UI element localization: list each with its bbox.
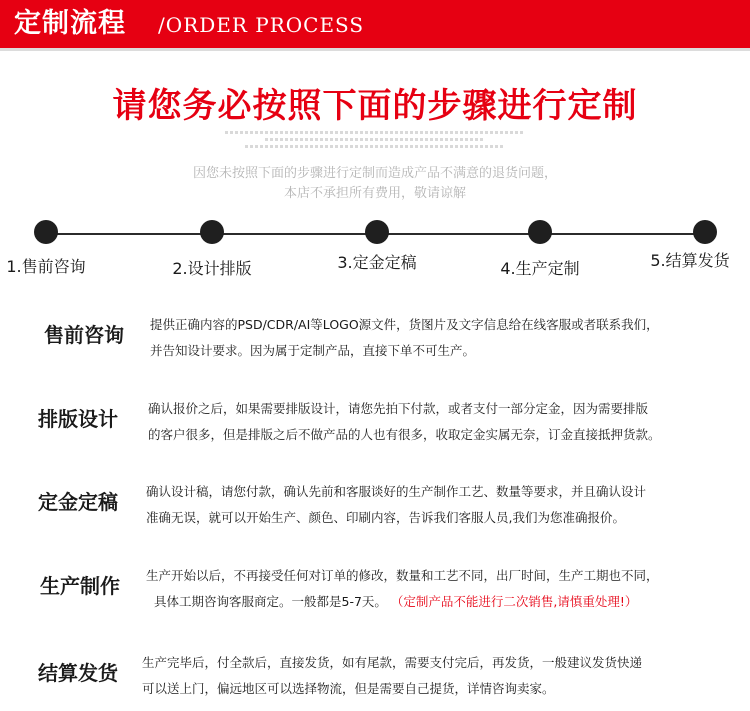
notice-line-1: 因您未按照下面的步骤进行定制而造成产品不满意的退货问题，: [192, 166, 557, 181]
section-line-text: 具体工期咨询客服商定。一般都是5-7天。: [154, 594, 387, 609]
section-line: 生产开始以后，不再接受任何对订单的修改，数量和工艺不同，出厂时间，生产工期也不同，: [146, 568, 659, 583]
step-label: 1.售前咨询: [6, 257, 86, 276]
step-4: [475, 220, 605, 280]
page-title: 请您务必按照下面的步骤进行定制: [112, 86, 638, 126]
step-2: [147, 220, 277, 280]
section-body: [146, 479, 726, 531]
step-dot-icon: [528, 220, 552, 244]
process-timeline: [0, 220, 750, 290]
step-dot-icon: [365, 220, 389, 244]
section-body: [146, 563, 726, 615]
step-dot-icon: [34, 220, 58, 244]
section-line: 的客户很多，但是排版之后不做产品的人也有很多，收取定金实属无奈，订金直接抵押货款。: [148, 427, 661, 442]
section-title: 售前咨询: [44, 323, 124, 347]
notice-line-2: 本店不承担所有费用，敬请谅解: [283, 186, 466, 201]
resale-warning: （定制产品不能进行二次销售,请慎重处理!）: [390, 594, 638, 609]
step-1: [0, 220, 111, 278]
section-body: [142, 650, 722, 702]
step-label: 4.生产定制: [500, 259, 580, 278]
step-dot-icon: [200, 220, 224, 244]
section-line: 生产完毕后，付全款后，直接发货，如有尾款，需要支付完后，再发货，一般建议发货快递: [142, 655, 643, 670]
banner-divider: [0, 48, 750, 51]
section-line: 并告知设计要求。因为属于定制产品，直接下单不可生产。: [150, 343, 476, 358]
section-line: 确认设计稿，请您付款，确认先前和客服谈好的生产制作工艺、数量等要求，并且确认设计: [146, 484, 647, 499]
step-label: 2.设计排版: [172, 259, 252, 278]
section-line: 准确无误，就可以开始生产、颜色、印刷内容，告诉我们客服人员,我们为您准确报价。: [146, 510, 625, 525]
section-title: 结算发货: [38, 661, 118, 685]
section-line: 提供正确内容的PSD/CDR/AI等LOGO源文件，货图片及文字信息给在线客服或者联系我们，: [150, 317, 659, 332]
step-label: 5.结算发货: [650, 251, 730, 270]
section-body: [148, 396, 728, 448]
step-3: [312, 220, 442, 274]
section-body: [150, 312, 730, 364]
refund-notice: [0, 164, 750, 204]
section-title: 生产制作: [40, 574, 120, 598]
step-dot-icon: [693, 220, 717, 244]
section-line: [146, 589, 726, 615]
section-title: 定金定稿: [38, 490, 118, 514]
section-line: 确认报价之后，如果需要排版设计，请您先拍下付款，或者支付一部分定金，因为需要排版: [148, 401, 649, 416]
section-title: 排版设计: [38, 407, 118, 431]
header-banner: [0, 0, 750, 48]
banner-title: 定制流程: [14, 8, 126, 39]
banner-subtitle: /ORDER PROCESS: [158, 13, 365, 37]
section-line: 可以送上门，偏远地区可以选择物流，但是需要自己提货，详情咨询卖家。: [142, 681, 555, 696]
decorative-faint-text: [220, 131, 530, 152]
step-5: [640, 220, 750, 272]
step-label: 3.定金定稿: [337, 253, 417, 272]
